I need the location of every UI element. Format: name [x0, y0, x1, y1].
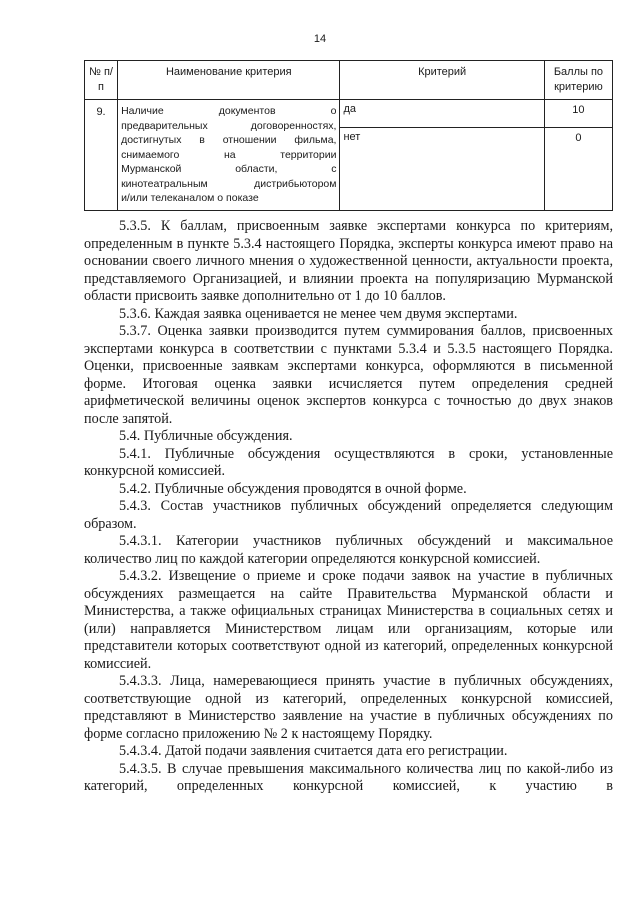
paragraph-5-4-1: 5.4.1. Публичные обсуждения осуществляются в сроки, установленные конкурсной комиссией.	[84, 445, 613, 479]
paragraph-5-4-3: 5.4.3. Состав участников публичных обсуждений определяется следующим образом.	[84, 498, 613, 532]
table-row	[85, 100, 613, 128]
row-number: 9.	[85, 100, 118, 211]
criterion-option-yes: да	[340, 100, 544, 128]
criterion-name-line: предварительных договоренностях,	[121, 119, 337, 132]
criteria-table	[84, 60, 613, 211]
criterion-name-line: снимаемого на территории	[121, 148, 337, 161]
header-score: Баллы по критерию	[544, 61, 612, 100]
header-number: № п/п	[85, 61, 118, 100]
criterion-name-line: Наличие документов о	[121, 105, 337, 117]
paragraph-5-4-3-4: 5.4.3.4. Датой подачи заявления считается дата его регистрации.	[119, 743, 508, 759]
paragraph-5-3-7: 5.3.7. Оценка заявки производится путем суммирования баллов, присвоенных экспертами конкурса в соответствии с пунктами 5.3.4 и 5.3.5 настоящего Порядка. Оценки, присвоенные заявкам экспертами конкурса, оформляются в письменной форме. Итоговая оценка заявки исчисляется путем определения средней арифметической величины оценок экспертов конкурса с точностью до двух знаков после запятой.	[84, 323, 613, 427]
paragraph-5-4-3-3: 5.4.3.3. Лица, намеревающиеся принять участие в публичных обсуждениях, соответствующие одной из категорий, определенных конкурсной комиссией, представляют в Министерство заявление на участие в публичных обсуждениях по форме согласно приложению № 2 к настоящему Порядку.	[84, 673, 613, 742]
paragraph-5-3-5: 5.3.5. К баллам, присвоенным заявке экспертами конкурса по критериям, определенным в пункте 5.3.4 настоящего Порядка, эксперты конкурса имеют право на основании своего личного мнения о художественной ценности, актуальности проекта, представляемого Организацией, и влиянии проекта на популяризацию Мурманской области присвоить заявке дополнительно от 1 до 10 баллов.	[84, 218, 613, 304]
criterion-name-line: достигнутых в отношении фильма,	[121, 134, 337, 146]
score-no: 0	[544, 127, 612, 210]
document-body	[84, 218, 613, 796]
paragraph-5-4: 5.4. Публичные обсуждения.	[119, 428, 293, 444]
score-yes: 10	[544, 100, 612, 128]
criterion-name-line: Мурманской области, с	[121, 163, 337, 175]
paragraph-5-4-3-5: 5.4.3.5. В случае превышения максимального количества лиц по какой-либо из категорий, определенных конкурсной комиссией, к участию в	[84, 760, 613, 794]
header-criterion: Критерий	[340, 61, 544, 100]
criterion-option-no: нет	[340, 127, 544, 210]
paragraph-5-4-3-1: 5.4.3.1. Категории участников публичных обсуждений и максимальное количество лиц по каждой категории определяются конкурсной комиссией.	[84, 533, 613, 567]
criterion-name	[118, 100, 340, 211]
paragraph-5-4-3-2: 5.4.3.2. Извещение о приеме и сроке подачи заявок на участие в публичных обсуждениях размещается на сайте Правительства Мурманской области и Министерства, а также официальных страницах Министерства в социальных сетях и (или) направляется Министерством лицам или организациям, которые или представители которых соответствуют одной из категорий, определенных конкурсной комиссией.	[84, 568, 613, 672]
header-criterion-name: Наименование критерия	[118, 61, 340, 100]
table-header-row	[85, 61, 613, 100]
criterion-name-line: кинотеатральным дистрибьютором	[121, 177, 337, 190]
paragraph-5-3-6: 5.3.6. Каждая заявка оценивается не менее чем двумя экспертами.	[119, 305, 518, 322]
paragraph-5-4-2: 5.4.2. Публичные обсуждения проводятся в очной форме.	[119, 480, 467, 497]
page-number: 14	[313, 33, 327, 45]
criterion-name-line: и/или телеканалом о показе	[121, 192, 259, 204]
